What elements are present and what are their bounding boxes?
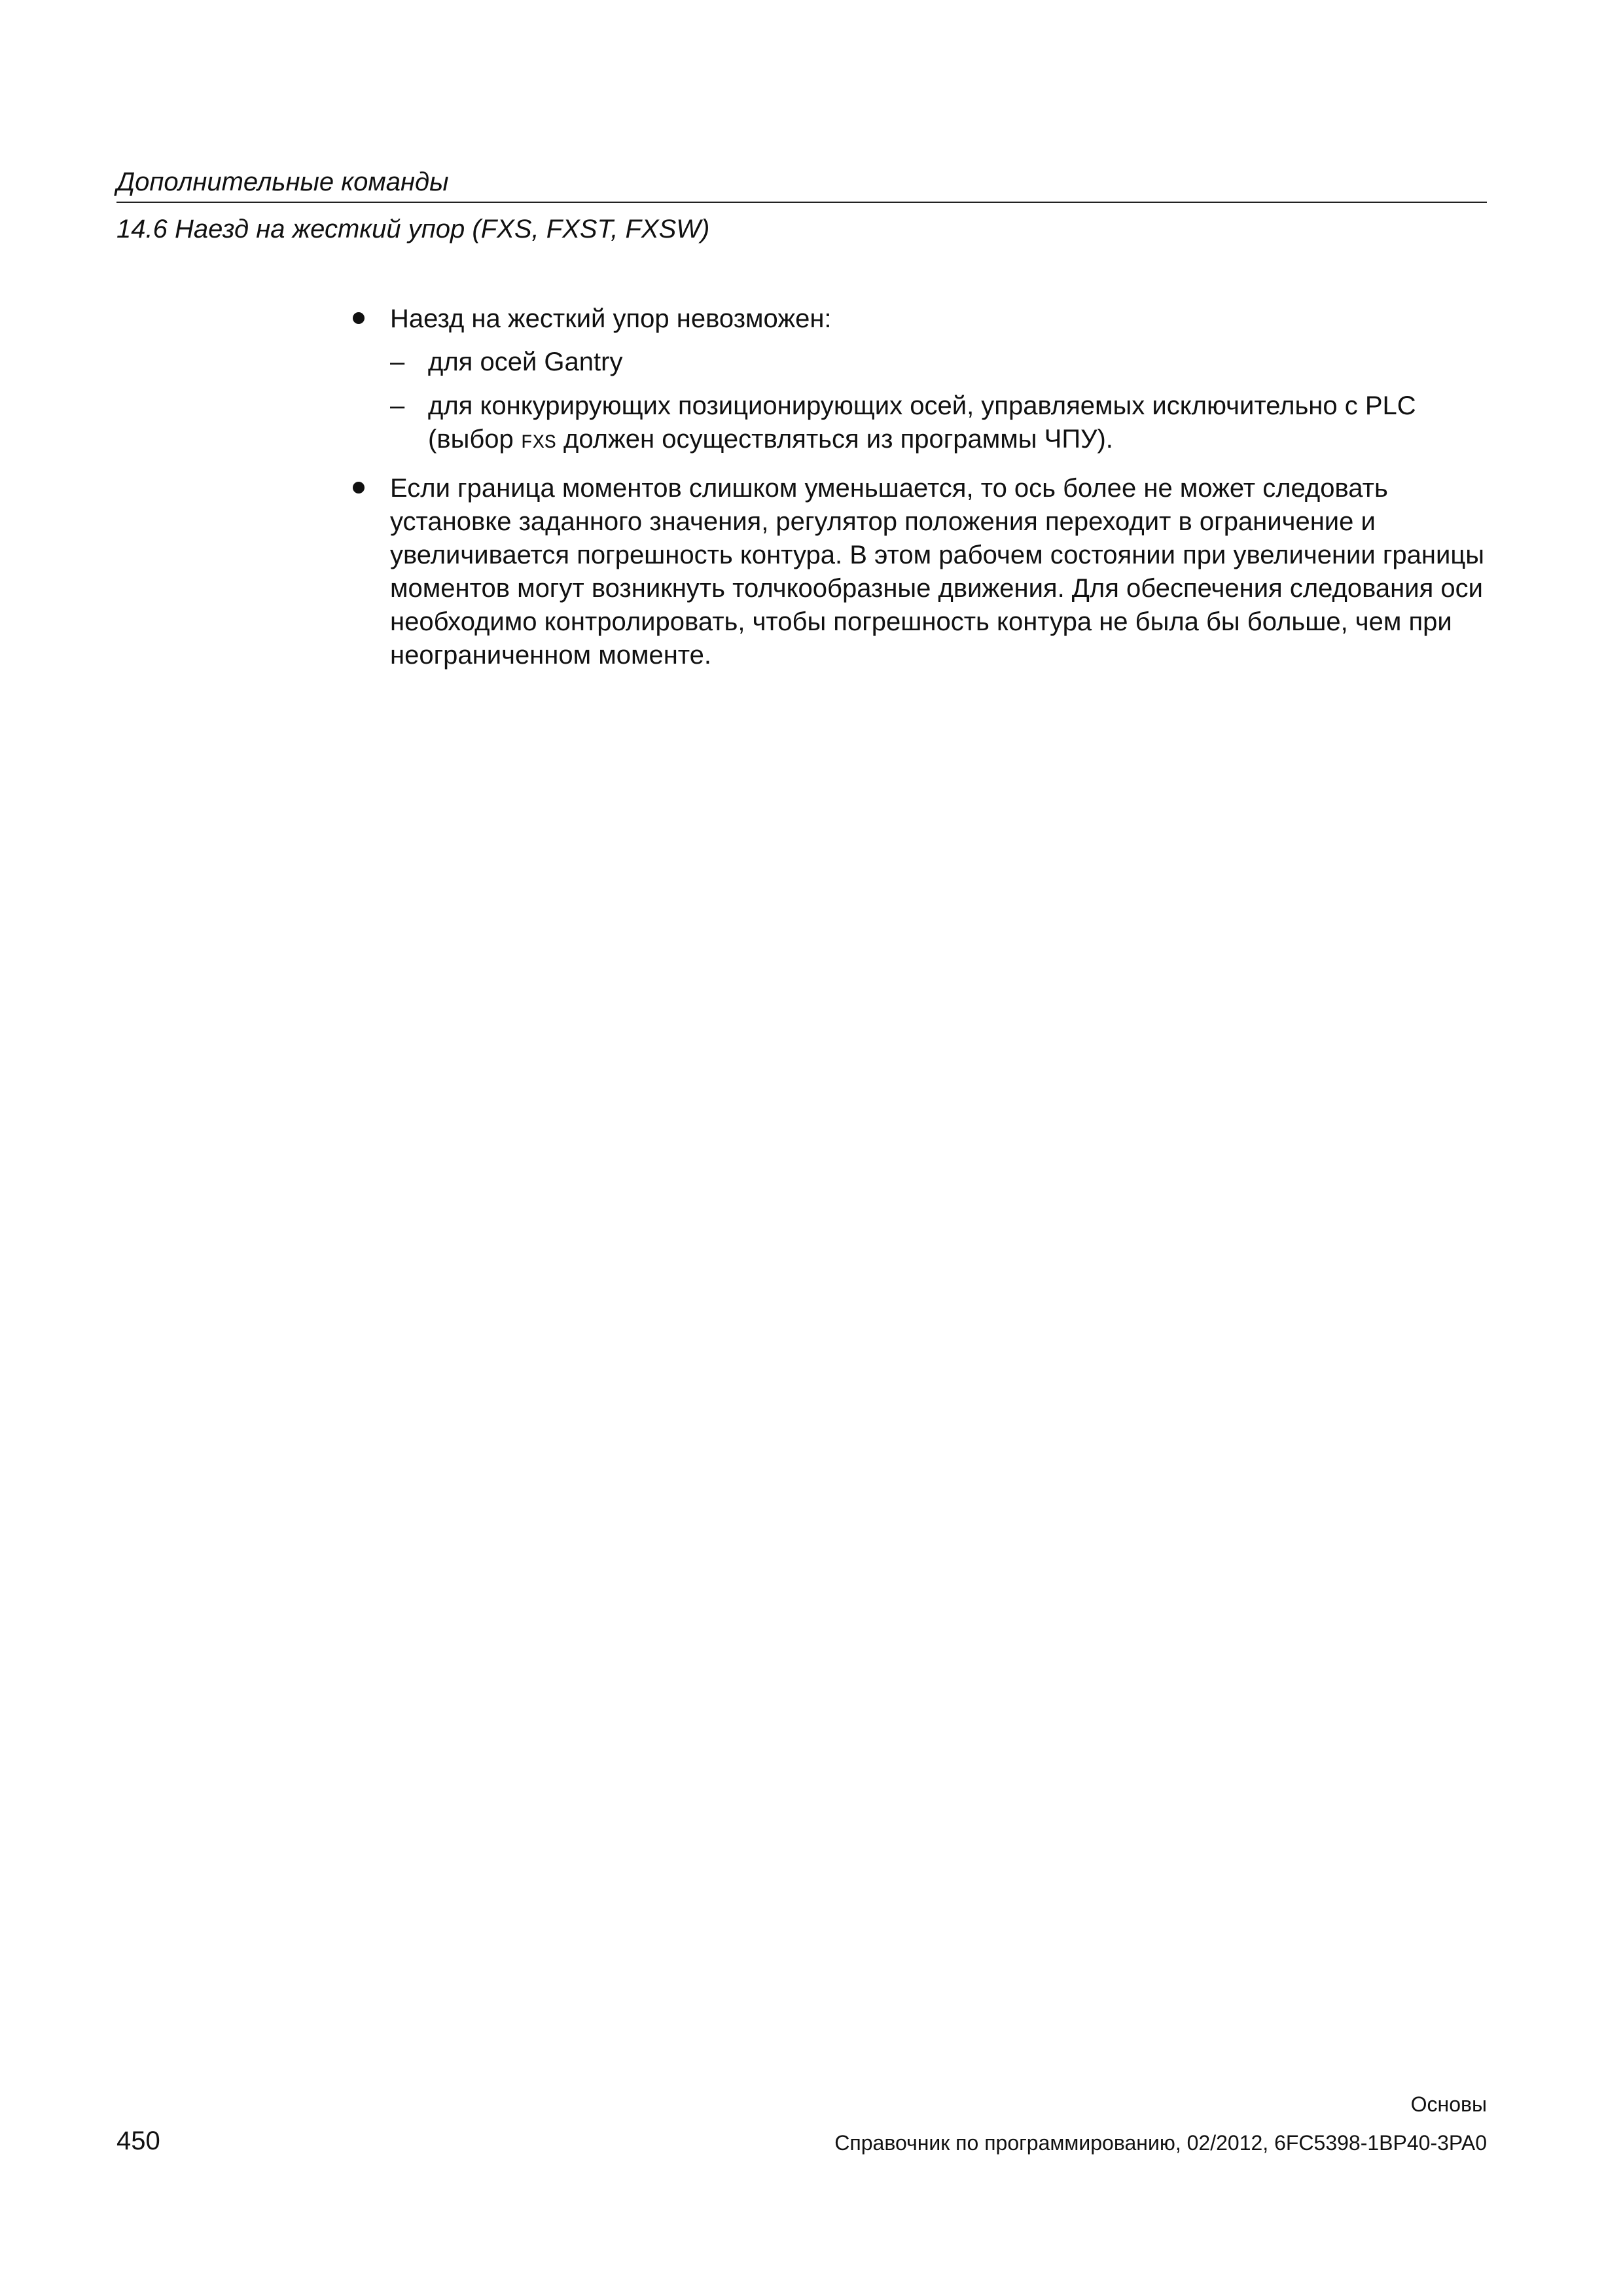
- bullet-text: Наезд на жесткий упор невозможен:: [390, 304, 832, 333]
- dash-item-plc-axes: [390, 389, 1501, 460]
- main-content: [349, 302, 1501, 672]
- footer-manual-name: Основы: [1410, 2092, 1487, 2116]
- dash-icon: –: [390, 348, 405, 376]
- footer-reference: Справочник по программированию, 02/2012, 6FC5398-1BP40-3PA0: [834, 2131, 1487, 2155]
- bullet-text: Если граница моментов слишком уменьшается, то ось более не может следовать установке заданного значения, регулятор положения переходит в ограничение и увеличивается погрешность контура. В этом рабочем состоянии при увеличении границы моментов могут возникнуть толчкообразные движения. Для обеспечения следования оси необходимо контролировать, чтобы погрешность контура не была бы больше, чем при неограниченном моменте.: [390, 474, 1485, 670]
- sub-list: [390, 346, 1501, 460]
- page-header: [116, 165, 1487, 246]
- dash-item-text: [428, 391, 1416, 454]
- dash-item-text-before: для конкурирующих позиционирующих осей, управляемых исключительно с PLC (выбор: [428, 391, 1416, 454]
- bullet-item-fxs-restrictions: [349, 302, 1501, 460]
- section-title: 14.6 Наезд на жесткий упор (FXS, FXST, FXSW): [116, 215, 710, 243]
- dash-item-text: для осей Gantry: [428, 348, 623, 376]
- code-fxs: FXS: [520, 432, 556, 454]
- bullet-item-torque-limit: [349, 472, 1501, 672]
- page-number: 450: [116, 2126, 160, 2155]
- dash-item-gantry: [390, 346, 1501, 379]
- bullet-icon: [349, 302, 368, 336]
- bullet-icon: [349, 472, 368, 505]
- dash-icon: –: [390, 391, 405, 420]
- chapter-title: Дополнительные команды: [116, 168, 449, 196]
- header-divider: [116, 202, 1487, 203]
- dash-item-text-after: должен осуществляться из программы ЧПУ).: [556, 425, 1113, 454]
